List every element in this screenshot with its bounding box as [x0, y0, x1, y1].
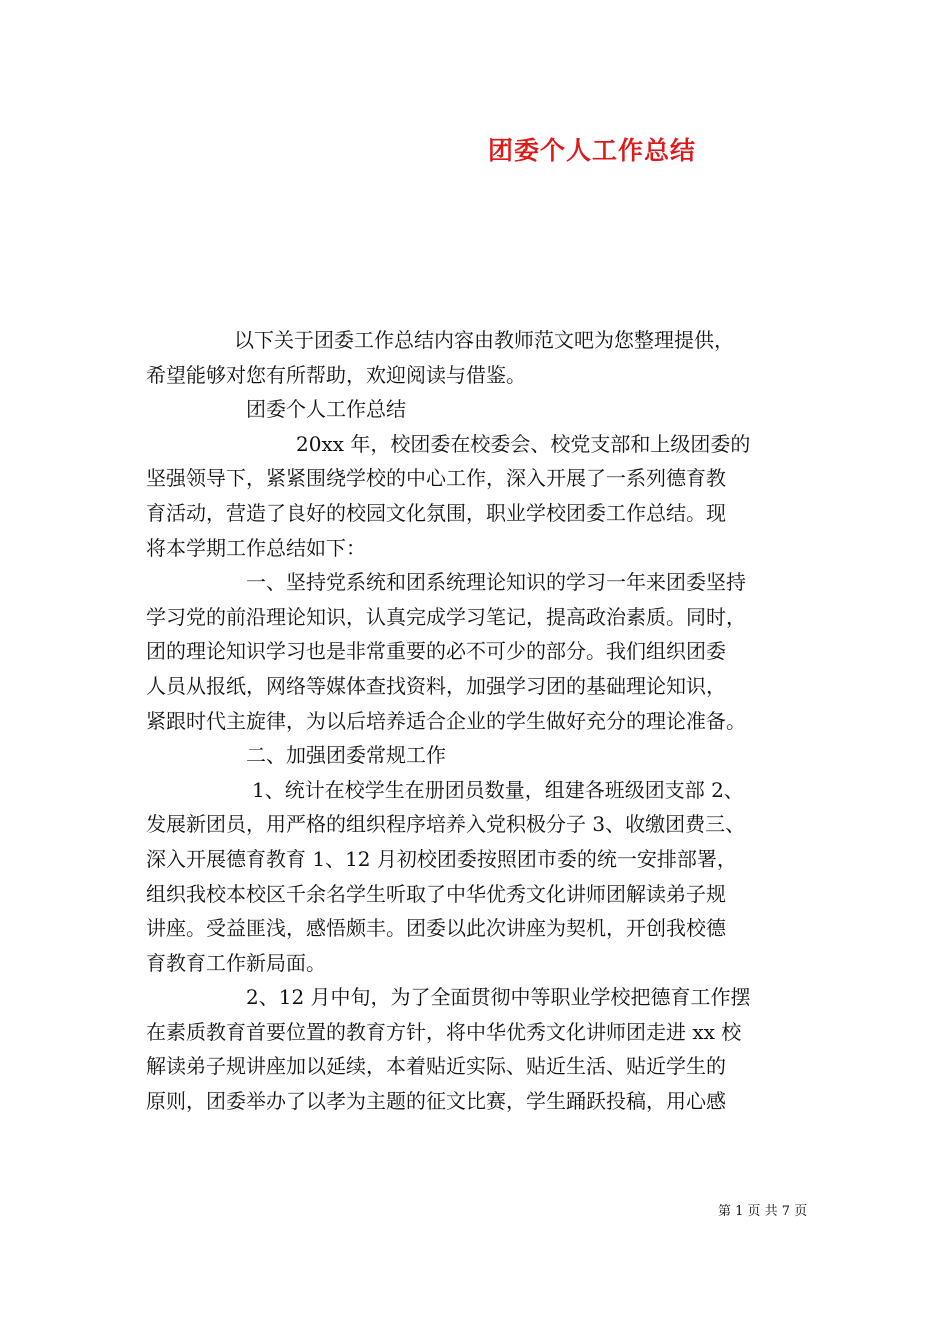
section-heading-two: 二、加强团委常规工作 — [246, 743, 446, 768]
body-line-18: 讲座。受益匪浅，感悟颇丰。团委以此次讲座为契机，开创我校德 — [146, 916, 726, 941]
body-line-4: 20xx 年，校团委在校委会、校党支部和上级团委的 — [296, 431, 751, 456]
body-line-19: 育教育工作新局面。 — [146, 950, 326, 975]
body-line-12: 紧跟时代主旋律，为以后培养适合企业的学生做好充分的理论准备。 — [146, 708, 746, 733]
body-line-14: 1、统计在校学生在册团员数量，组建各班级团支部 2、 — [252, 777, 744, 802]
section-heading-one: 一、坚持党系统和团系统理论知识的学习一年来团委坚持 — [246, 570, 746, 595]
document-body — [146, 323, 816, 1119]
body-line-6: 育活动，营造了良好的校园文化氛围，职业学校团委工作总结。现 — [146, 500, 726, 525]
body-line-20: 2、12 月中旬，为了全面贯彻中等职业学校把德育工作摆 — [246, 985, 751, 1010]
section-heading-intro: 团委个人工作总结 — [246, 397, 406, 422]
body-line-1: 以下关于团委工作总结内容由教师范文吧为您整理提供， — [234, 328, 734, 352]
body-line-21: 在素质教育首要位置的教育方针，将中华优秀文化讲师团走进 xx 校 — [146, 1019, 742, 1044]
body-line-5: 坚强领导下，紧紧围绕学校的中心工作，深入开展了一系列德育教 — [146, 466, 726, 491]
body-line-7: 将本学期工作总结如下： — [146, 535, 366, 560]
document-title: 团委个人工作总结 — [488, 136, 697, 165]
body-line-17: 组织我校本校区千余名学生听取了中华优秀文化讲师团解读弟子规 — [146, 881, 726, 906]
page-number: 第 1 页 共 7 页 — [718, 1204, 808, 1219]
body-line-9: 学习党的前沿理论知识，认真完成学习笔记，提高政治素质。同时， — [146, 604, 746, 629]
body-line-2: 希望能够对您有所帮助，欢迎阅读与借鉴。 — [146, 362, 526, 387]
body-line-22: 解读弟子规讲座加以延续，本着贴近实际、贴近生活、贴近学生的 — [146, 1054, 726, 1079]
body-line-16: 深入开展德育教育 1、12 月初校团委按照团市委的统一安排部署， — [146, 846, 737, 871]
body-line-11: 人员从报纸，网络等媒体查找资料，加强学习团的基础理论知识， — [146, 673, 726, 698]
body-line-15: 发展新团员，用严格的组织程序培养入党积极分子 3、收缴团费三、 — [146, 812, 746, 837]
body-line-10: 团的理论知识学习也是非常重要的必不可少的部分。我们组织团委 — [146, 639, 726, 664]
body-line-23: 原则，团委举办了以孝为主题的征文比赛，学生踊跃投稿，用心感 — [146, 1089, 726, 1114]
